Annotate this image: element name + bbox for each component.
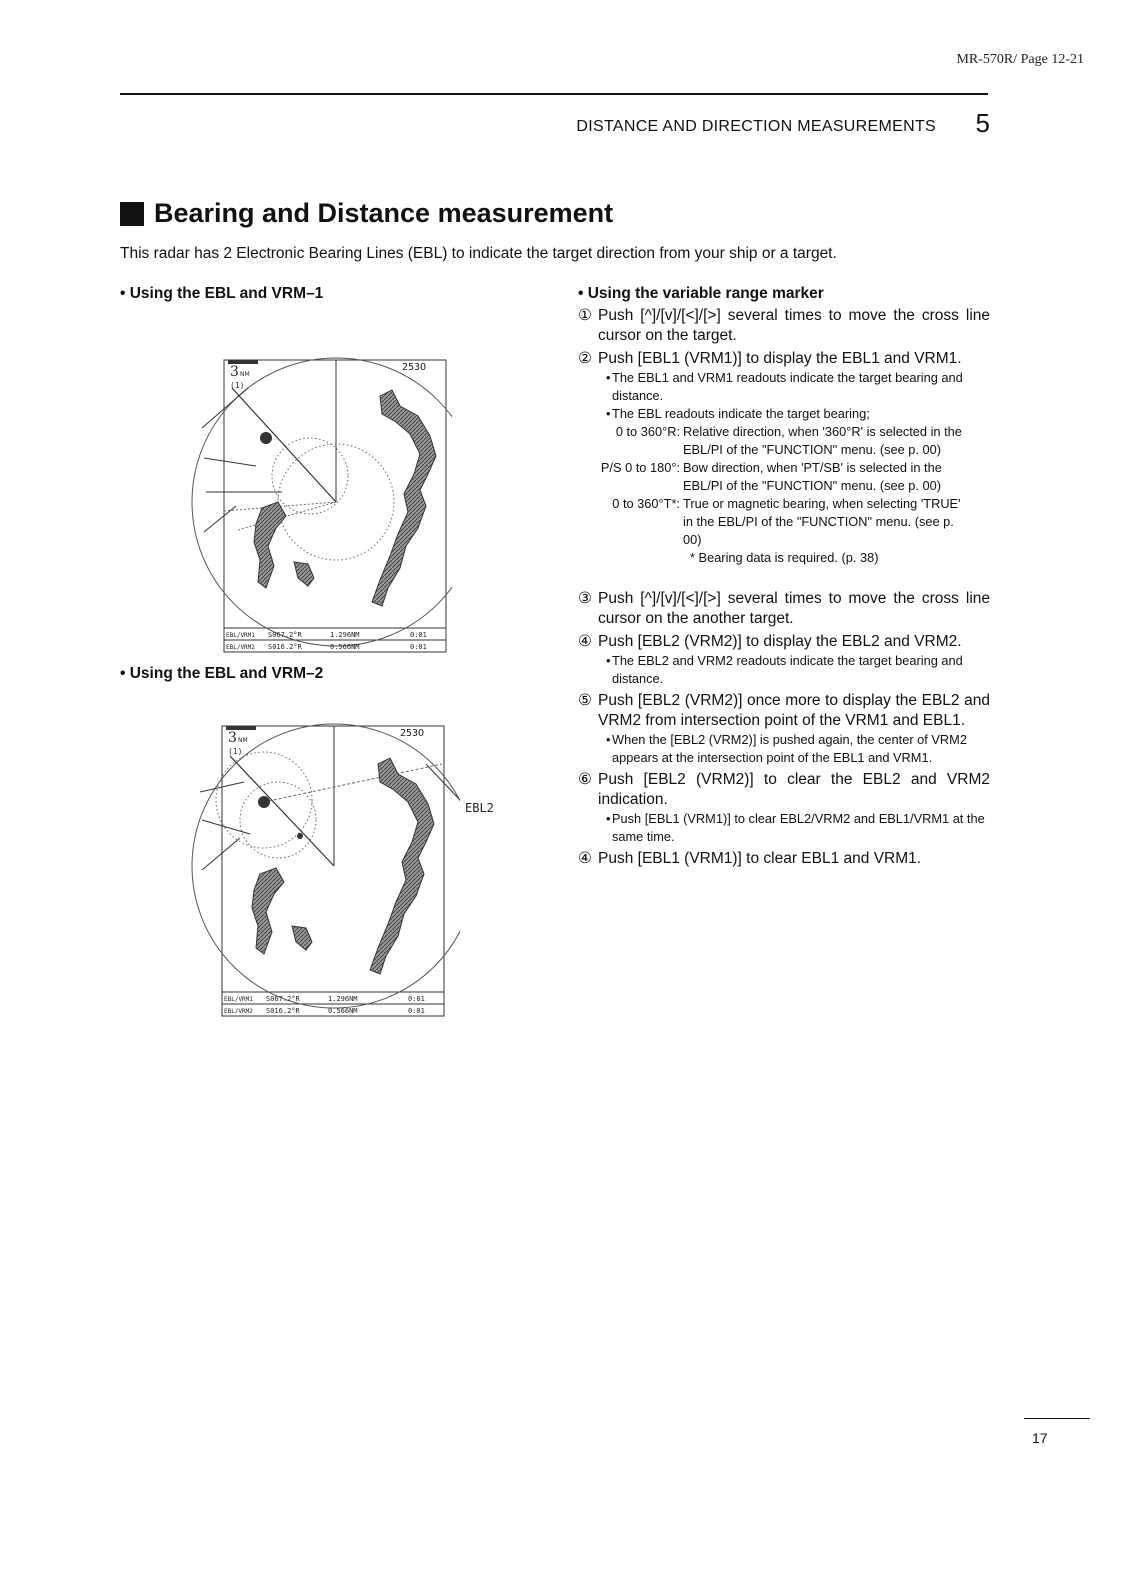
fig1-readout1-time: 0:01	[410, 631, 427, 639]
step-2-notes	[606, 369, 990, 423]
fig1-label-ebl2: EBL2	[163, 529, 192, 543]
subheading-ebl-vrm-2: • Using the EBL and VRM–2	[120, 665, 324, 682]
note-item: • Push [EBL1 (VRM1)] to clear EBL2/VRM2 and EBL1/VRM1 at the same time.	[606, 810, 990, 846]
step-7-number: ④	[578, 850, 592, 867]
note-5: When the [EBL2 (VRM2)] is pushed again, the center of VRM2 appears at the intersection point of the EBL1 and VRM1.	[612, 732, 967, 765]
note-2b: The EBL readouts indicate the target bearing;	[612, 406, 870, 421]
step-3	[578, 589, 990, 629]
chapter-title: DISTANCE AND DIRECTION MEASUREMENTS	[576, 118, 936, 135]
step-5-text: Push [EBL2 (VRM2)] once more to display the EBL2 and VRM2 from intersection point of the VRM1 and EBL1.	[598, 692, 990, 729]
fig1-readout1-bearing: S067.2°R	[268, 631, 302, 639]
bearing-definitions	[580, 423, 990, 567]
instructions-column	[578, 285, 990, 869]
step-3-text: Push [^]/[v]/[<]/[>] several times to move the cross line cursor on the another target.	[598, 590, 990, 627]
fig2-label-vrm2: VRM2	[163, 860, 192, 874]
step-4	[578, 632, 990, 652]
step-5-number: ⑤	[578, 692, 592, 709]
step-1	[578, 306, 990, 346]
section-title-text: Bearing and Distance measurement	[154, 198, 614, 228]
fig1-label-ebl1: EBL1	[163, 421, 192, 435]
page-number: 17	[1032, 1430, 1048, 1446]
definition-key: 0 to 360°R:	[615, 424, 680, 439]
definition-row	[580, 459, 990, 495]
fig1-range-unit: NM	[240, 371, 250, 378]
header-rule	[120, 93, 988, 95]
step-7	[578, 849, 990, 869]
definition-value: Bow direction, when 'PT/SB' is selected in the EBL/PI of the "FUNCTION" menu. (see p. 00)	[683, 460, 942, 493]
step-1-number: ①	[578, 307, 592, 324]
definition-key: 0 to 360°T*:	[612, 496, 680, 511]
fig1-readout2-name: EBL/VRM2	[226, 644, 255, 651]
step-2-text: Push [EBL1 (VRM1)] to display the EBL1 and VRM1.	[598, 350, 962, 367]
fig1-label-vrm2: VRM2	[163, 484, 192, 498]
fig2-readout1-dist: 1.296NM	[328, 995, 358, 1003]
fig2-range: 3	[228, 730, 237, 746]
fig2-label-ebl1: EBL1	[163, 789, 192, 803]
step-4-notes	[606, 652, 990, 688]
fig1-range: 3	[230, 364, 239, 380]
fig2-readout2-bearing: S016.2°R	[266, 1007, 300, 1015]
step-4-text: Push [EBL2 (VRM2)] to display the EBL2 and VRM2.	[598, 633, 962, 650]
fig2-readout1-bearing: S067.2°R	[266, 995, 300, 1003]
fig2-readout1-time: 0:01	[408, 995, 425, 1003]
fig2-mode: (1)	[228, 747, 243, 756]
bearing-requirement-note: * Bearing data is required. (p. 38)	[690, 550, 879, 565]
fig2-readout2-time: 0:01	[408, 1007, 425, 1015]
step-5	[578, 691, 990, 731]
fig2-readout2-dist: 0.566NM	[328, 1007, 358, 1015]
fig1-readout1-name: EBL/VRM1	[226, 632, 255, 639]
fig2-readout2-name: EBL/VRM2	[224, 1008, 253, 1015]
definition-value: True or magnetic bearing, when selecting 'TRUE' in the EBL/PI of the "FUNCTION" menu. (see p. 00)	[683, 496, 961, 547]
step-3-number: ③	[578, 590, 592, 607]
section-intro: This radar has 2 Electronic Bearing Lines (EBL) to indicate the target direction from your ship or a target.	[120, 245, 837, 262]
chapter-number: 5	[975, 108, 990, 138]
definition-key: P/S 0 to 180°:	[600, 460, 680, 475]
step-6-text: Push [EBL2 (VRM2)] to clear the EBL2 and VRM2 indication.	[598, 771, 990, 808]
definition-row	[580, 495, 990, 549]
note-2a: The EBL1 and VRM1 readouts indicate the target bearing and distance.	[612, 370, 963, 403]
step-2	[578, 349, 990, 369]
radar-figure-2	[160, 722, 460, 1020]
fig1-heading: 253O	[402, 362, 427, 373]
footer-rule	[1024, 1418, 1090, 1419]
step-2-number: ②	[578, 350, 592, 367]
radar-figure-1	[160, 356, 452, 656]
fig2-range-unit: NM	[238, 737, 248, 744]
definition-row	[580, 423, 990, 459]
note-item: • The EBL2 and VRM2 readouts indicate the target bearing and distance.	[606, 652, 990, 688]
fig1-label-vrm1: VRM1	[163, 453, 192, 467]
note-item: • The EBL1 and VRM1 readouts indicate the target bearing and distance.	[606, 369, 990, 405]
note-6: Push [EBL1 (VRM1)] to clear EBL2/VRM2 and EBL1/VRM1 at the same time.	[612, 811, 985, 844]
section-title	[120, 198, 613, 229]
step-6-notes	[606, 810, 990, 846]
fig1-readout2-dist: 0.566NM	[330, 643, 360, 651]
subheading-variable-range-marker: • Using the variable range marker	[578, 285, 824, 302]
note-4: The EBL2 and VRM2 readouts indicate the target bearing and distance.	[612, 653, 963, 686]
step-4-number: ④	[578, 633, 592, 650]
subheading-ebl-vrm-1: • Using the EBL and VRM–1	[120, 285, 324, 302]
bullet-square-icon	[120, 202, 144, 226]
fig1-mode: (1)	[230, 381, 245, 390]
fig2-heading: 253O	[400, 728, 425, 739]
fig2-label-ebl2: EBL2	[465, 801, 494, 815]
definition-value: Relative direction, when '360°R' is selected in the EBL/PI of the "FUNCTION" menu. (see p. 00)	[683, 424, 962, 457]
fig1-readout1-dist: 1.296NM	[330, 631, 360, 639]
step-5-notes	[606, 731, 990, 767]
fig1-readout2-bearing: S016.2°R	[268, 643, 302, 651]
fig2-label-vrm1: VRM1	[163, 815, 192, 829]
step-6-number: ⑥	[578, 771, 592, 788]
step-7-text: Push [EBL1 (VRM1)] to clear EBL1 and VRM1.	[598, 850, 922, 867]
document-reference: MR-570R/ Page 12-21	[956, 52, 1084, 67]
note-item: • The EBL readouts indicate the target bearing;	[606, 406, 870, 421]
fig2-readout1-name: EBL/VRM1	[224, 996, 253, 1003]
fig1-readout2-time: 0:01	[410, 643, 427, 651]
step-6	[578, 770, 990, 810]
step-1-text: Push [^]/[v]/[<]/[>] several times to move the cross line cursor on the target.	[598, 307, 990, 344]
note-item: • When the [EBL2 (VRM2)] is pushed again, the center of VRM2 appears at the intersection point of the EBL1 and VRM1.	[606, 731, 990, 767]
